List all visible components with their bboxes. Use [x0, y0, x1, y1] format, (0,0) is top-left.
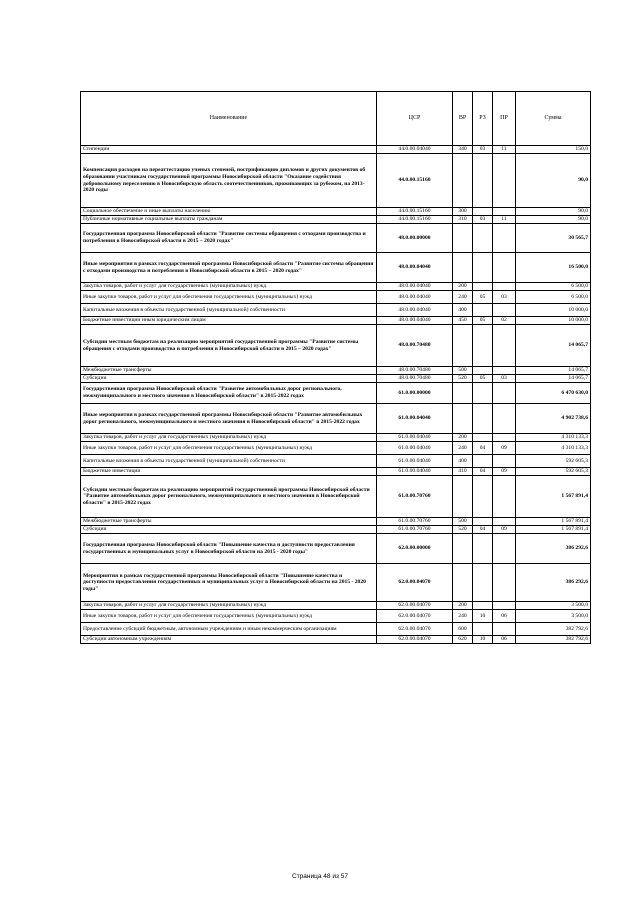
table-body — [81, 146, 591, 644]
row-name: Субсидии автономным учреждениям — [81, 636, 377, 644]
table-row — [81, 304, 591, 317]
table-row — [81, 383, 591, 404]
row-rz — [473, 325, 493, 367]
row-sum: 592 605,3 — [516, 455, 591, 468]
row-pr — [493, 404, 516, 434]
row-pr: 03 — [493, 291, 516, 304]
row-pr — [493, 476, 516, 518]
row-name: Иные закупки товаров, работ и услуг для обеспечения государственных (муниципальных) нужд — [81, 291, 377, 304]
row-pr — [493, 455, 516, 468]
row-csr: 61.0.00.70760 — [377, 526, 453, 534]
row-sum: 6 470 630,0 — [516, 383, 591, 404]
row-pr: 06 — [493, 636, 516, 644]
row-sum: 1 567 891,4 — [516, 476, 591, 518]
table-row — [81, 476, 591, 518]
row-sum: 14 065,7 — [516, 375, 591, 383]
row-name: Субсидии местным бюджетам на реализацию мероприятий государственной программы "Развитие системы обращения с отходами производства и потребления в Новосибирской области в 2015 – 2020 годах" — [81, 325, 377, 367]
row-vr: 310 — [453, 216, 473, 224]
table-row — [81, 224, 591, 253]
row-csr: 62.0.00.04070 — [377, 602, 453, 610]
row-csr: 48.0.00.70480 — [377, 325, 453, 367]
row-pr — [493, 224, 516, 253]
row-pr — [493, 325, 516, 367]
row-name: Иные мероприятия в рамках государственной программы Новосибирской области "Развитие автомобильных дорог регионального, межмуниципального и местного значения в Новосибирской области" в 2015-2022 годах — [81, 404, 377, 434]
row-rz — [473, 304, 493, 317]
row-vr: 410 — [453, 468, 473, 476]
table-row — [81, 367, 591, 375]
row-rz: 04 — [473, 526, 493, 534]
row-pr — [493, 518, 516, 526]
row-vr: 520 — [453, 375, 473, 383]
row-pr: 11 — [493, 146, 516, 154]
row-vr: 240 — [453, 610, 473, 623]
row-name: Мероприятия в рамках государственной программы Новосибирской области "Повышение качества и доступности предоставления государственных и муниципальных услуг в Новосибирской области на 2015 - 2020 годы" — [81, 564, 377, 602]
row-vr: 600 — [453, 623, 473, 636]
row-csr: 62.0.00.04070 — [377, 636, 453, 644]
row-rz: 10 — [473, 610, 493, 623]
row-vr: 300 — [453, 208, 473, 216]
row-csr: 61.0.00.04040 — [377, 455, 453, 468]
row-pr: 11 — [493, 216, 516, 224]
row-name: Государственная программа Новосибирской области "Развитие системы обращения с отходами производства и потребления в Новосибирской области в 2015 – 2020 годах" — [81, 224, 377, 253]
budget-table — [80, 91, 591, 644]
row-name: Иные закупки товаров, работ и услуг для обеспечения государственных (муниципальных) нужд — [81, 442, 377, 455]
row-rz: 03 — [473, 146, 493, 154]
row-name: Предоставление субсидий бюджетным, автономным учреждениям и иным некоммерческим организациям — [81, 623, 377, 636]
row-vr — [453, 383, 473, 404]
row-name: Публичные нормативные социальные выплаты гражданам — [81, 216, 377, 224]
row-name: Компенсация расходов на переаттестацию ученых степеней, нострификацию дипломов и других документов об образовании участникам государственной программы Новосибирской области "Оказание содействия добровольному переселению в Новосибирскую область соотечественников, проживающих за рубежом, на 2013-2020 годы — [81, 154, 377, 208]
row-csr: 61.0.00.04040 — [377, 442, 453, 455]
table-row — [81, 317, 591, 325]
row-rz — [473, 367, 493, 375]
table-row — [81, 154, 591, 208]
row-rz — [473, 253, 493, 283]
row-sum: 382 792,6 — [516, 623, 591, 636]
row-sum: 3 500,0 — [516, 602, 591, 610]
row-rz — [473, 602, 493, 610]
row-sum: 4 902 738,6 — [516, 404, 591, 434]
table-row — [81, 253, 591, 283]
header-pr: ПР — [493, 92, 516, 146]
row-rz — [473, 224, 493, 253]
row-vr: 200 — [453, 602, 473, 610]
table-row — [81, 146, 591, 154]
header-rz: РЗ — [473, 92, 493, 146]
row-vr: 400 — [453, 304, 473, 317]
row-sum: 90,0 — [516, 216, 591, 224]
row-sum: 10 000,0 — [516, 317, 591, 325]
row-sum: 3 500,0 — [516, 610, 591, 623]
row-rz: 05 — [473, 317, 493, 325]
table-header-row — [81, 92, 591, 146]
row-name: Бюджетные инвестиции — [81, 468, 377, 476]
row-sum: 1 567 891,4 — [516, 526, 591, 534]
row-name: Субсидии — [81, 375, 377, 383]
table-row — [81, 468, 591, 476]
row-sum: 10 000,0 — [516, 304, 591, 317]
row-vr — [453, 534, 473, 564]
row-vr: 500 — [453, 518, 473, 526]
row-name: Субсидии — [81, 526, 377, 534]
row-sum: 90,0 — [516, 208, 591, 216]
row-csr: 61.0.00.04040 — [377, 434, 453, 442]
row-csr: 61.0.00.70760 — [377, 476, 453, 518]
row-sum: 382 792,6 — [516, 636, 591, 644]
row-csr: 61.0.00.00000 — [377, 383, 453, 404]
row-csr: 48.0.00.00000 — [377, 224, 453, 253]
row-vr — [453, 404, 473, 434]
row-rz — [473, 623, 493, 636]
row-pr — [493, 253, 516, 283]
row-csr: 44.0.00.04040 — [377, 146, 453, 154]
row-pr: 03 — [493, 375, 516, 383]
table-row — [81, 564, 591, 602]
row-csr: 62.0.00.04070 — [377, 610, 453, 623]
row-pr — [493, 283, 516, 291]
row-pr — [493, 602, 516, 610]
row-name: Закупка товаров, работ и услуг для государственных (муниципальных) нужд — [81, 434, 377, 442]
row-csr: 48.0.00.04040 — [377, 283, 453, 291]
row-rz — [473, 518, 493, 526]
row-pr: 09 — [493, 526, 516, 534]
row-sum: 16 500,0 — [516, 253, 591, 283]
header-csr: ЦСР — [377, 92, 453, 146]
table-row — [81, 636, 591, 644]
table-row — [81, 375, 591, 383]
row-vr: 500 — [453, 367, 473, 375]
row-vr — [453, 154, 473, 208]
row-rz: 05 — [473, 291, 493, 304]
row-pr — [493, 534, 516, 564]
row-csr: 44.0.00.15160 — [377, 154, 453, 208]
table-row — [81, 610, 591, 623]
row-csr: 48.0.00.70480 — [377, 375, 453, 383]
table-row — [81, 442, 591, 455]
table-row — [81, 534, 591, 564]
row-vr: 200 — [453, 434, 473, 442]
row-csr: 44.0.00.15160 — [377, 208, 453, 216]
row-name: Межбюджетные трансферты — [81, 518, 377, 526]
row-csr: 62.0.00.04070 — [377, 564, 453, 602]
table-row — [81, 325, 591, 367]
row-sum: 386 292,6 — [516, 564, 591, 602]
row-vr: 240 — [453, 442, 473, 455]
row-rz: 05 — [473, 375, 493, 383]
row-vr: 520 — [453, 526, 473, 534]
row-rz: 03 — [473, 216, 493, 224]
row-rz — [473, 383, 493, 404]
row-name: Межбюджетные трансферты — [81, 367, 377, 375]
row-rz — [473, 404, 493, 434]
row-sum: 14 065,7 — [516, 367, 591, 375]
row-rz — [473, 476, 493, 518]
row-vr: 620 — [453, 636, 473, 644]
row-name: Государственная программа Новосибирской области "Развитие автомобильных дорог регионального, межмуниципального и местного значения в Новосибирской области" в 2015-2022 годах — [81, 383, 377, 404]
row-name: Закупка товаров, работ и услуг для государственных (муниципальных) нужд — [81, 283, 377, 291]
row-sum: 6 500,0 — [516, 291, 591, 304]
row-sum: 90,0 — [516, 154, 591, 208]
row-rz — [473, 283, 493, 291]
page-number: Страница 48 из 57 — [292, 873, 348, 880]
row-vr — [453, 224, 473, 253]
table-row — [81, 291, 591, 304]
table-row — [81, 623, 591, 636]
row-rz: 04 — [473, 442, 493, 455]
table-row — [81, 404, 591, 434]
row-name: Субсидии местным бюджетам на реализацию мероприятий государственной программы Новосибирской области "Развитие автомобильных дорог регионального, межмуниципального и местного значения в Новосибирской области" в 2015-2022 годах — [81, 476, 377, 518]
row-pr — [493, 208, 516, 216]
table-row — [81, 208, 591, 216]
row-pr — [493, 383, 516, 404]
row-sum: 1 567 891,4 — [516, 518, 591, 526]
row-vr: 200 — [453, 283, 473, 291]
table-row — [81, 283, 591, 291]
row-vr — [453, 476, 473, 518]
row-vr: 240 — [453, 291, 473, 304]
row-name: Иные закупки товаров, работ и услуг для обеспечения государственных (муниципальных) нужд — [81, 610, 377, 623]
row-rz — [473, 434, 493, 442]
table-row — [81, 434, 591, 442]
row-name: Капитальные вложения в объекты государственной (муниципальной) собственности — [81, 304, 377, 317]
row-csr: 62.0.00.00000 — [377, 534, 453, 564]
row-name: Государственная программа Новосибирской области "Повышение качества и доступности предоставления государственных и муниципальных услуг в Новосибирской области на 2015 - 2020 годы" — [81, 534, 377, 564]
row-rz — [473, 208, 493, 216]
row-pr — [493, 367, 516, 375]
row-sum: 30 565,7 — [516, 224, 591, 253]
row-name: Бюджетные инвестиции иным юридическим лицам — [81, 317, 377, 325]
row-vr — [453, 564, 473, 602]
row-vr: 340 — [453, 146, 473, 154]
row-name: Капитальные вложения в объекты государственной (муниципальной) собственности — [81, 455, 377, 468]
row-sum: 592 605,3 — [516, 468, 591, 476]
row-rz — [473, 154, 493, 208]
row-rz — [473, 564, 493, 602]
header-sum: Сумма — [516, 92, 591, 146]
header-vr: ВР — [453, 92, 473, 146]
row-csr: 48.0.00.04040 — [377, 291, 453, 304]
row-sum: 4 310 133,3 — [516, 442, 591, 455]
row-vr — [453, 253, 473, 283]
row-rz — [473, 534, 493, 564]
row-csr: 44.0.00.15160 — [377, 216, 453, 224]
row-vr — [453, 325, 473, 367]
row-rz: 10 — [473, 636, 493, 644]
row-sum: 150,0 — [516, 146, 591, 154]
row-pr: 09 — [493, 442, 516, 455]
table-row — [81, 216, 591, 224]
header-name: Наименование — [81, 92, 377, 146]
row-pr — [493, 564, 516, 602]
row-csr: 61.0.00.04040 — [377, 468, 453, 476]
row-csr: 48.0.00.04040 — [377, 304, 453, 317]
row-name: Социальное обеспечение и иные выплаты населению — [81, 208, 377, 216]
row-csr: 61.0.00.70760 — [377, 518, 453, 526]
row-pr — [493, 154, 516, 208]
row-name: Иные мероприятия в рамках государственной программы Новосибирской области "Развитие системы обращения с отходами производства и потребления в Новосибирской области в 2015 – 2020 годах" — [81, 253, 377, 283]
table-row — [81, 526, 591, 534]
row-rz: 04 — [473, 468, 493, 476]
row-vr: 450 — [453, 317, 473, 325]
row-csr: 48.0.00.70480 — [377, 367, 453, 375]
row-sum: 4 310 133,3 — [516, 434, 591, 442]
row-sum: 386 292,6 — [516, 534, 591, 564]
row-pr: 09 — [493, 468, 516, 476]
row-csr: 48.0.00.04040 — [377, 317, 453, 325]
row-csr: 61.0.00.04040 — [377, 404, 453, 434]
row-rz — [473, 455, 493, 468]
row-sum: 6 500,0 — [516, 283, 591, 291]
table-row — [81, 602, 591, 610]
row-pr — [493, 434, 516, 442]
row-name: Стипендии — [81, 146, 377, 154]
row-vr: 400 — [453, 455, 473, 468]
row-pr — [493, 304, 516, 317]
row-pr — [493, 623, 516, 636]
row-sum: 14 065,7 — [516, 325, 591, 367]
row-csr: 62.0.00.04070 — [377, 623, 453, 636]
row-name: Закупка товаров, работ и услуг для государственных (муниципальных) нужд — [81, 602, 377, 610]
row-pr: 06 — [493, 610, 516, 623]
row-csr: 48.0.00.04040 — [377, 253, 453, 283]
row-pr: 02 — [493, 317, 516, 325]
table-row — [81, 518, 591, 526]
table-row — [81, 455, 591, 468]
